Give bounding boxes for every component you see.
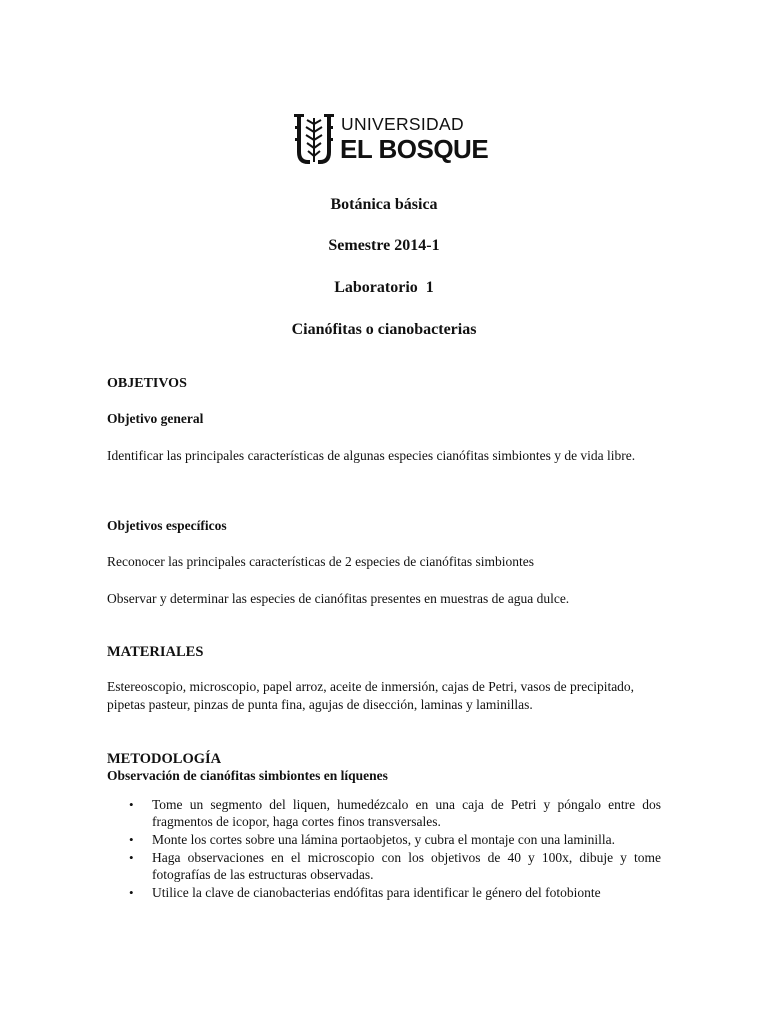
topic-title: Cianófitas o cianobacterias [291,321,477,338]
objetivo-especifico-1: Reconocer las principales características de 2 especies de cianófitas simbiontes [107,554,534,569]
objetivos-heading: OBJETIVOS [107,376,187,391]
logo-university-text: UNIVERSIDAD [341,114,464,134]
course-title: Botánica básica [330,196,438,213]
step-text: Monte los cortes sobre una lámina portaobjetos, y cubra el montaje con una laminilla. [152,832,615,847]
objetivo-general-heading: Objetivo general [107,411,204,426]
bullet-icon: • [129,850,134,865]
bullet-icon: • [129,797,134,812]
metodologia-steps-list [107,796,661,902]
list-item [107,849,661,883]
bullet-icon: • [129,832,134,847]
objetivos-especificos-heading: Objetivos específicos [107,518,227,533]
objetivo-especifico-2: Observar y determinar las especies de cianófitas presentes en muestras de agua dulce. [107,591,570,606]
materiales-heading: MATERIALES [107,644,204,660]
logo-name-text: EL BOSQUE [340,134,489,164]
university-logo [294,112,489,168]
metodologia-subheading: Observación de cianófitas simbiontes en líquenes [107,768,388,783]
list-item [107,831,661,848]
list-item [107,796,661,830]
objetivo-general-text: Identificar las principales características de algunas especies cianófitas simbiontes y de vida libre. [107,448,636,463]
metodologia-heading: METODOLOGÍA [107,751,222,767]
university-crest-icon [294,112,334,166]
step-text: Tome un segmento del liquen, humedézcalo en una caja de Petri y póngalo entre dos fragmentos de icopor, haga cortes finos transversales. [152,797,661,829]
bullet-icon: • [129,885,134,900]
lab-title: Laboratorio 1 [334,279,434,296]
materiales-text: Estereoscopio, microscopio, papel arroz, aceite de inmersión, cajas de Petri, vasos de precipitado, pipetas pasteur, pinzas de punta fina, agujas de disección, laminas y laminillas. [107,679,635,712]
step-text: Utilice la clave de cianobacterias endófitas para identificar le género del fotobionte [152,885,601,900]
semester-title: Semestre 2014-1 [328,237,440,254]
step-text: Haga observaciones en el microscopio con los objetivos de 40 y 100x, dibuje y tome fotografías de las estructuras observadas. [152,850,661,882]
list-item [107,884,661,901]
